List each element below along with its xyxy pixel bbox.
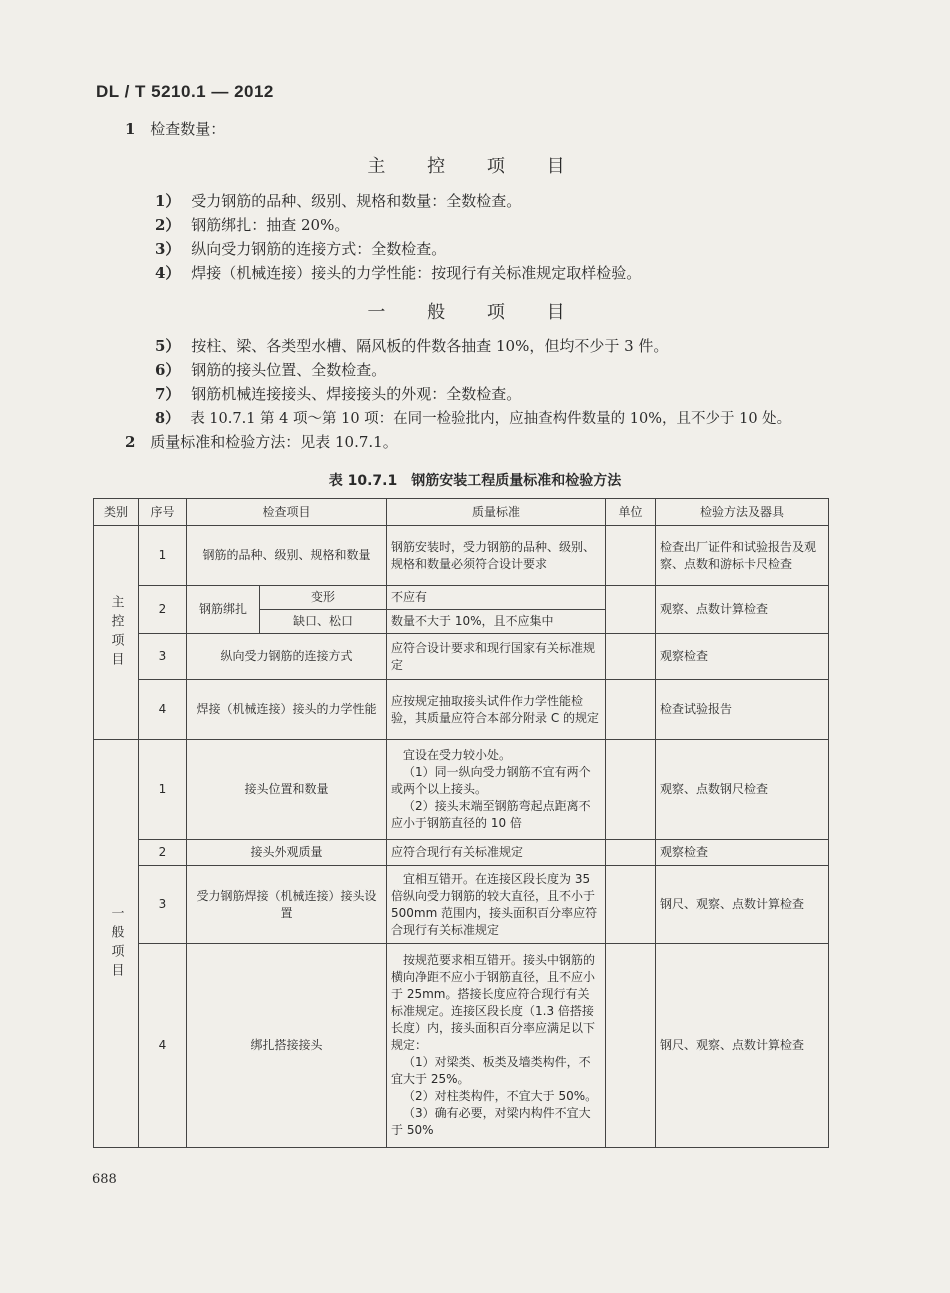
general-item-text: 钢筋机械连接接头、焊接接头的外观：全数检查。 [191,385,522,403]
header-item: 检查项目 [187,499,387,526]
section-2-number: 2 [125,433,136,451]
row-standard [387,866,606,944]
table-header-row [94,499,829,526]
category-general: 一般项目 [94,740,139,1148]
row-method: 观察、点数计算检查 [656,586,829,634]
section-1-number: 1 [125,120,136,138]
header-number: 序号 [139,499,187,526]
standard-line: 宜相互错开。在连接区段长度为 35 倍纵向受力钢筋的较大直径，且不小于 500mm 范围内，接头面积百分率应符合现行有关标准规定 [391,871,598,937]
row-method: 观察检查 [656,840,829,866]
standard-line: （2）对柱类构件，不宜大于 50%。 [403,1089,598,1103]
main-item-number: 2） [155,216,181,234]
row-standard [387,840,606,866]
table-row [94,526,829,586]
row-standard: 数量不大于 10%，且不应集中 [387,610,606,634]
page-number: 688 [92,1172,117,1187]
row-unit [606,586,656,634]
row-standard: 应按规定抽取接头试件作力学性能检验，其质量应符合本部分附录 C 的规定 [387,680,606,740]
header-unit: 单位 [606,499,656,526]
general-item-number: 6） [155,361,181,379]
row-subitem: 变形 [260,586,387,610]
standard-line: （2）接头末端至钢筋弯起点距离不应小于钢筋直径的 10 倍 [391,799,591,830]
section-2-text: 质量标准和检验方法：见表 10.7.1。 [150,433,398,451]
main-item [155,214,349,235]
quality-standard-table [93,498,829,1148]
row-item: 钢筋的品种、级别、规格和数量 [187,526,387,586]
general-item-text: 表 10.7.1 第 4 项～第 10 项：在同一检验批内，应抽查构件数量的 10%，且不少于 10 处。 [190,411,792,427]
table-row [94,840,829,866]
row-standard [387,740,606,840]
row-unit [606,634,656,680]
standard-line: （1）同一纵向受力钢筋不宜有两个或两个以上接头。 [391,765,591,796]
row-number: 3 [139,866,187,944]
table-row [94,866,829,944]
standard-line: （1）对梁类、板类及墙类构件，不宜大于 25%。 [391,1055,591,1086]
row-unit [606,944,656,1148]
main-item-number: 3） [155,240,181,258]
table-row [94,586,829,610]
row-method: 检查出厂证件和试验报告及观察、点数和游标卡尺检查 [656,526,829,586]
row-number: 4 [139,944,187,1148]
row-method: 钢尺、观察、点数计算检查 [656,866,829,944]
header-standard: 质量标准 [387,499,606,526]
general-item [155,383,521,404]
row-standard: 钢筋安装时，受力钢筋的品种、级别、规格和数量必须符合设计要求 [387,526,606,586]
row-item: 纵向受力钢筋的连接方式 [187,634,387,680]
row-unit [606,840,656,866]
standard-line: 按规范要求相互错开。接头中钢筋的横向净距不应小于钢筋直径，且不应小于 25mm。搭接长度应符合现行有关标准规定。连接区段长度（1.3 倍搭接长度）内，接头面积百分率应满足以下规定： [391,953,596,1052]
general-item [155,335,668,356]
main-item-text: 纵向受力钢筋的连接方式：全数检查。 [191,240,447,258]
main-item-text: 受力钢筋的品种、级别、规格和数量：全数检查。 [191,192,522,210]
section-1-label: 检查数量： [150,120,226,138]
category-main: 主控项目 [94,526,139,740]
table-row [94,944,829,1148]
row-unit [606,680,656,740]
row-item: 焊接（机械连接）接头的力学性能 [187,680,387,740]
row-number: 2 [139,840,187,866]
main-item-text: 钢筋绑扎：抽查 20%。 [191,216,350,234]
general-item-text: 按柱、梁、各类型水槽、隔风板的件数各抽查 10%，但均不少于 3 件。 [191,337,669,355]
row-unit [606,740,656,840]
main-item [155,190,521,211]
row-method: 观察、点数钢尺检查 [656,740,829,840]
main-item-text: 焊接（机械连接）接头的力学性能：按现行有关标准规定取样检验。 [191,264,642,282]
table-row [94,740,829,840]
row-number: 3 [139,634,187,680]
row-method: 观察检查 [656,634,829,680]
row-standard: 不应有 [387,586,606,610]
row-number: 4 [139,680,187,740]
main-items-title: 主 控 项 目 [367,156,583,177]
row-number: 2 [139,586,187,634]
header-category: 类别 [94,499,139,526]
table-row [94,680,829,740]
row-method: 检查试验报告 [656,680,829,740]
row-item: 绑扎搭接接头 [187,944,387,1148]
general-item-text: 钢筋的接头位置、全数检查。 [191,361,387,379]
general-item-number: 7） [155,385,181,403]
document-header: DL / T 5210.1 — 2012 [96,82,274,101]
row-unit [606,866,656,944]
row-subitem: 缺口、松口 [260,610,387,634]
general-item [155,359,386,380]
row-standard: 应符合设计要求和现行国家有关标准规定 [387,634,606,680]
main-item [155,238,446,259]
general-item-number: 8） [155,410,180,427]
general-items-title: 一 般 项 目 [367,302,583,323]
row-method: 钢尺、观察、点数计算检查 [656,944,829,1148]
row-standard [387,944,606,1148]
general-item-number: 5） [155,337,181,355]
table-caption: 表 10.7.1 钢筋安装工程质量标准和检验方法 [328,473,622,489]
row-number: 1 [139,526,187,586]
standard-line: 应符合现行有关标准规定 [391,845,524,859]
main-item-number: 1） [155,192,181,210]
section-1 [125,118,225,139]
row-unit [606,526,656,586]
section-2 [125,431,398,452]
main-item-number: 4） [155,264,181,282]
general-item [155,407,791,428]
row-item: 受力钢筋焊接（机械连接）接头设置 [187,866,387,944]
main-item [155,262,641,283]
row-number: 1 [139,740,187,840]
row-item: 接头位置和数量 [187,740,387,840]
standard-line: （3）确有必要，对梁内构件不宜大于 50% [391,1106,591,1137]
standard-line: 宜设在受力较小处。 [403,748,512,762]
table-row [94,634,829,680]
row-item: 钢筋绑扎 [187,586,260,634]
row-item: 接头外观质量 [187,840,387,866]
header-method: 检验方法及器具 [656,499,829,526]
